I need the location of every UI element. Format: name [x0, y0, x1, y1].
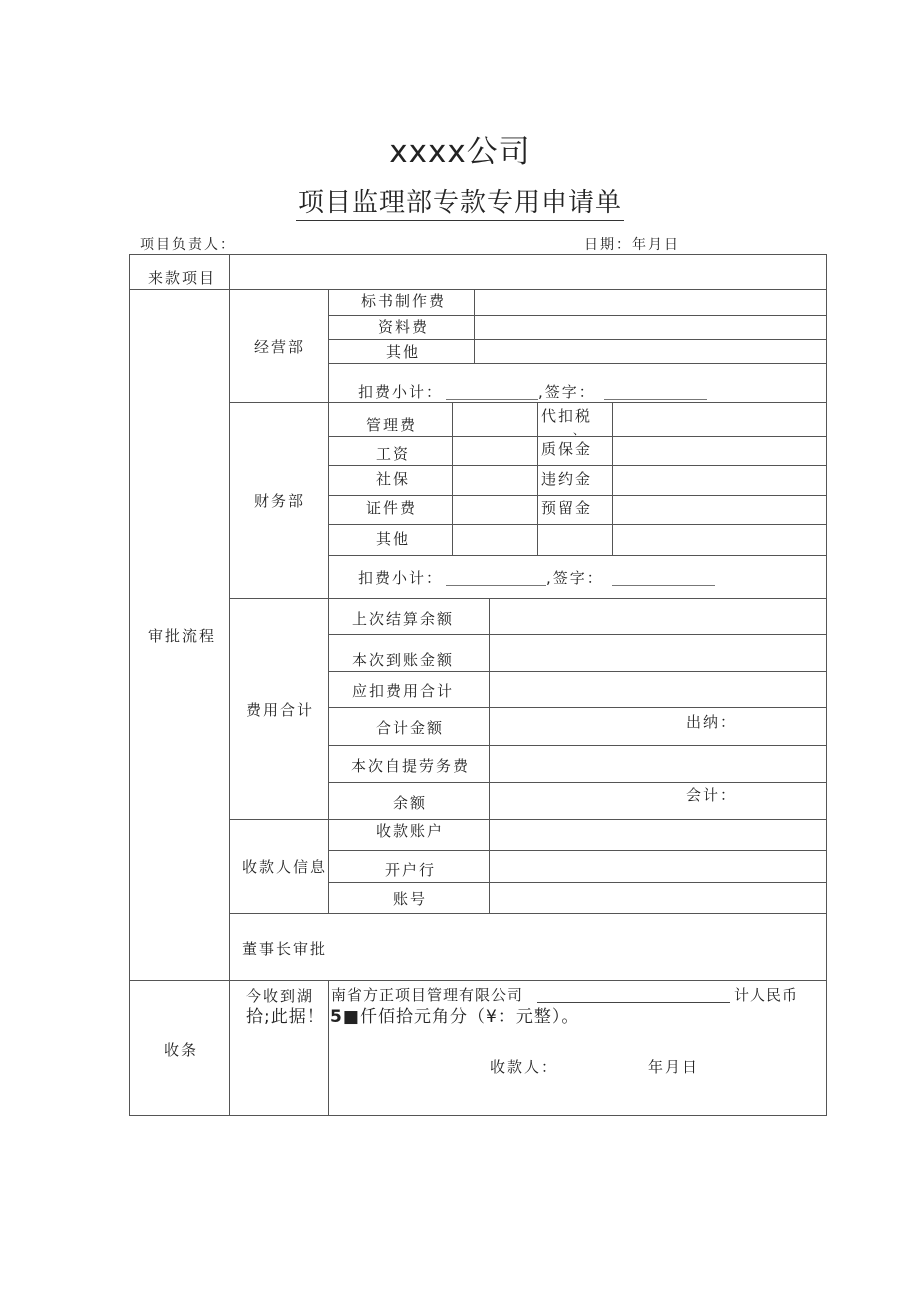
receipt-amount-text: 仟佰拾元角分（¥：元整）。: [360, 1007, 580, 1027]
fee-item-label: 本次到账金额: [352, 651, 455, 669]
finance-left-item: 社保: [376, 470, 411, 488]
finance-sign-label: ,签字：: [546, 569, 604, 587]
finance-sign-line[interactable]: [612, 585, 715, 586]
tick-mark: 、: [573, 424, 586, 437]
operations-item-label: 其他: [386, 343, 421, 361]
section-divider: [229, 402, 827, 403]
cell-divider: [328, 555, 827, 556]
finance-left-item: 管理费: [366, 416, 418, 434]
fee-item-label: 余额: [393, 794, 428, 812]
column-divider: [229, 254, 230, 1116]
form-title-wrap: [0, 182, 920, 219]
finance-right-item: 代扣税: [541, 407, 593, 425]
cell-divider: [612, 402, 613, 556]
fee-item-label: 上次结算余额: [352, 610, 455, 628]
operations-sign-label: ,签字：: [538, 383, 596, 401]
approval-flow-label: 审批流程: [148, 627, 217, 645]
section-divider: [229, 819, 827, 820]
cell-divider: [489, 598, 490, 820]
finance-left-item: 其他: [376, 530, 411, 548]
operations-sign-line[interactable]: [604, 399, 707, 400]
fee-item-label: 合计金额: [376, 719, 445, 737]
finance-right-item: 违约金: [541, 470, 593, 488]
receipt-blank-line[interactable]: [537, 1002, 730, 1003]
finance-subtotal-label: 扣费小计：: [358, 569, 444, 587]
finance-right-item: 质保金: [541, 440, 593, 458]
date-label: 日期：年月日: [584, 237, 680, 253]
cell-divider: [474, 289, 475, 364]
cashier-label: 出纳：: [686, 713, 738, 731]
receipt-text-suffix: 计人民币: [734, 986, 799, 1004]
finance-left-item: 证件费: [366, 499, 418, 517]
source-project-field[interactable]: [231, 256, 825, 288]
receipt-date-label: 年月日: [648, 1058, 700, 1076]
operations-dept-label: 经营部: [254, 338, 306, 356]
operations-amount-field[interactable]: [476, 291, 825, 314]
receipt-payee-label: 收款人：: [490, 1058, 559, 1076]
cell-divider: [489, 819, 490, 914]
payee-item-label: 收款账户: [376, 822, 445, 840]
finance-subtotal-line[interactable]: [446, 585, 546, 586]
operations-subtotal-line[interactable]: [446, 399, 538, 400]
finance-left-item: 工资: [376, 445, 411, 463]
receipt-amount-lead: 5■: [330, 1007, 360, 1027]
cell-divider: [452, 402, 453, 556]
operations-item-label: 资料费: [378, 318, 430, 336]
cell-divider: [328, 363, 827, 364]
section-divider: [229, 598, 827, 599]
project-lead-label: 项目负责人：: [140, 237, 236, 253]
table-border-right: [826, 254, 827, 1116]
operations-amount-field[interactable]: [476, 341, 825, 362]
finance-right-amount-column[interactable]: [614, 404, 825, 554]
chairman-approval-field[interactable]: [330, 915, 825, 979]
accountant-label: 会计：: [686, 786, 738, 804]
company-name: xxxx公司: [389, 134, 531, 170]
cell-divider: [328, 315, 827, 316]
form-title: 项目监理部专款专用申请单: [296, 188, 624, 221]
cell-divider: [328, 339, 827, 340]
finance-right-item: 预留金: [541, 499, 593, 517]
column-divider: [328, 289, 329, 914]
payee-info-fields[interactable]: [491, 821, 825, 912]
row-divider: [129, 289, 827, 290]
finance-left-amount-column[interactable]: [454, 404, 536, 554]
finance-dept-label: 财务部: [254, 492, 306, 510]
receipt-left-line: 拾;此据！: [246, 1007, 325, 1027]
payee-item-label: 开户行: [385, 861, 437, 879]
table-border-top: [129, 254, 827, 255]
payee-info-label: 收款人信息: [242, 858, 328, 876]
cell-divider: [537, 402, 538, 556]
fee-item-label: 应扣费用合计: [352, 682, 455, 700]
source-project-label: 来款项目: [148, 269, 217, 287]
section-divider: [229, 913, 827, 914]
operations-subtotal-label: 扣费小计：: [358, 383, 444, 401]
operations-item-label: 标书制作费: [361, 292, 447, 310]
fee-amount-column[interactable]: [491, 600, 825, 818]
fee-total-label: 费用合计: [246, 701, 315, 719]
row-divider: [129, 980, 827, 981]
fee-item-label: 本次自提劳务费: [351, 757, 471, 775]
operations-amount-field[interactable]: [476, 317, 825, 338]
receipt-text-prefix: 南省方正项目管理有限公司: [331, 986, 524, 1004]
chairman-approval-label: 董事长审批: [242, 940, 328, 958]
payee-item-label: 账号: [393, 890, 428, 908]
receipt-left-line: 今收到湖: [246, 987, 315, 1005]
table-border-left: [129, 254, 130, 1116]
column-divider: [328, 980, 329, 1116]
table-border-bottom: [129, 1115, 827, 1116]
receipt-label: 收条: [164, 1041, 199, 1059]
